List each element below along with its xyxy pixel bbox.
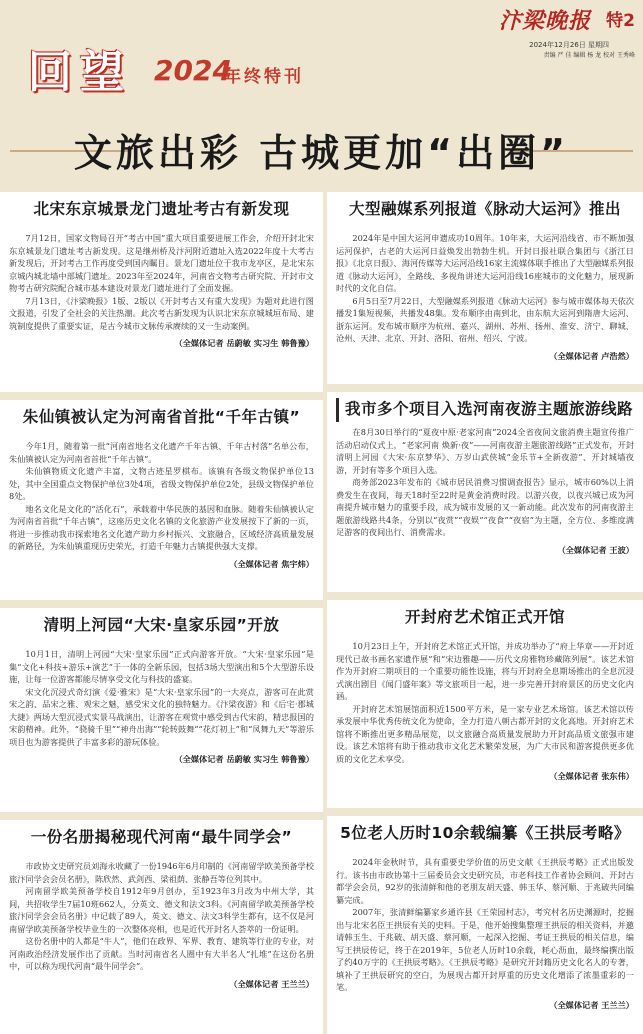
newspaper-name: 汴梁晚报 <box>498 8 591 34</box>
section-separator <box>0 600 323 608</box>
paragraph: 朱仙镇物质文化遗产丰富，文物古迹星罗棋布。该镇有各级文物保护单位13处，其中全国重点文物保护单位3处4项，省级文物保护单位2处，县级文物保护单位8处。 <box>9 466 314 501</box>
paragraph: 宋文化沉浸式奇幻演《爱·雅宋》是“大宋·皇家乐园”的一大亮点，游客可在此赏宋之韵、品宋之雅、观宋之魅，感受宋文化的独特魅力。《汴梁夜游》和《后宅·郡城大捷》两场大型沉浸式实景马战演出，让游客在观赏中感受到古代宋韵，精忠报国的宋韵精神。此外，“骁骑千里”“神舟出海”“轮转鼓舞”“花灯初上”和“凤舞九天”等游乐项目也为游客提供了丰富多彩的游玩体验。 <box>9 686 314 747</box>
article-headline: 一份名册揭秘现代河南“最牛同学会” <box>30 828 293 846</box>
article-grand-canal <box>327 192 643 392</box>
article-headline: 清明上河园“大宋·皇家乐园”开放 <box>43 616 280 634</box>
paragraph: 7月12日，国家文物局召开“考古中国”重大项目重要进展工作会，介绍开封北宋东京城景龙门遗址考古新发现。这是继州桥及汴河附近遗址入选2022年度十大考古新发现后，开封考古工作再度受到国内瞩目。景龙门遗址位于我市龙亭区，是北宋东京城内城北墙中部城门遗址。2023年至2024年，河南省文物考古研究院、开封市文物考古研究院配合城市基本建设对景龙门遗址进行了全面发掘。 <box>9 233 314 293</box>
year-end-banner <box>28 32 448 102</box>
article-body <box>9 440 314 553</box>
article-royal-park <box>0 608 323 812</box>
section-separator <box>327 592 643 600</box>
article-alumni-register <box>0 820 323 1034</box>
article-headline: 开封府艺术馆正式开馆 <box>404 608 565 626</box>
article-byline: （全媒体记者 王兰兰） <box>229 978 314 989</box>
section-separator <box>327 384 643 392</box>
article-byline: （全媒体记者 王兰兰） <box>549 999 634 1010</box>
paragraph: 开封府艺术馆展馆面积近1500平方米，是一家专业艺术场馆。该艺术馆以传承发展中华优秀传统文化为使命，全力打造八朝古都开封的文化高地。开封府艺术馆将不断推出更多精品展览，以文旅融合高质量发展助力开封高品质文旅强市建设。该艺术馆将有助于推动我市文化艺术繁荣发展，为广大市民和游客提供更多优质的文化艺术享受。 <box>336 703 634 764</box>
article-body <box>336 856 634 994</box>
section-separator <box>327 808 643 816</box>
paragraph: 地名文化是文化的“活化石”，承载着中华民族的基因和血脉。随着朱仙镇被认定为河南省首批“千年古镇”，这座历史文化名镇的文化旅游产业发展按下了新的一页，将进一步推动我市探索地名文化遗产助力乡村振兴、文旅融合，区域经济高质量发展的新路径，为朱仙镇重现历史荣光，打造千年魅力古镇提供强大支撑。 <box>9 503 314 551</box>
issue-date: 2024年12月26日 星期四 <box>529 41 609 49</box>
banner-special-edition: 年终特刊 <box>224 67 304 87</box>
article-night-tour <box>327 392 643 592</box>
article-byline: （全媒体记者 张东伟） <box>549 771 634 781</box>
paragraph: 在8月30日举行的“夏夜中原·老家河南”2024全省夜间文旅消费主题宣传推广活动启动仪式上，“老家河南 焕新·夜”——河南夜游主题旅游线路”正式发布，开封清明上河园《大宋·东京梦华》、万岁山武侠城“金乐节+全新夜游”、开封城墙夜游，开封有等多个项目入选。 <box>336 427 634 475</box>
article-headline: 我市多个项目入选河南夜游主题旅游线路 <box>336 398 634 422</box>
section-separator <box>0 812 323 820</box>
article-headline: 北宋东京城景龙门遗址考古有新发现 <box>33 200 290 218</box>
article-byline: （全媒体记者 岳蔚敏 实习生 韩鲁豫） <box>174 338 314 348</box>
page-main-headline: 文旅出彩 古城更加“出圈” <box>73 131 570 175</box>
masthead-area <box>0 0 643 192</box>
masthead-top <box>0 0 643 34</box>
section-separator <box>0 392 323 400</box>
article-headline: 朱仙镇被认定为河南省首批“千年古镇” <box>22 408 301 426</box>
paragraph: 2024年金秋时节，具有重要史学价值的历史文献《王拱辰考略》正式出版发行。该书由市政协第十三届委员会文史研究员，市老科技工作者协会顾问、开封古都学会会员，92岁的张清鲜和他的老朋友胡天盛、韩玉华、蔡河顺、于兆破共同编纂完成。 <box>336 857 634 905</box>
paragraph: 河南留学欧美预备学校自1912年9月创办，至1923年3月改为中州大学，其间，共招收学生7届10班662人，分英文、德文和法文3科。《河南留学欧美预备学校旅汴同学会会员名册》中记载了89人，英文、德文、法文3科学生都有，这不仅是河南留学欧美预备学校毕业生的一次整体亮相，也是近代开封名人荟萃的一份证明。 <box>9 886 314 934</box>
article-headline: 5位老人历时10余载编纂《王拱辰考略》 <box>340 824 630 842</box>
section-tag: 特2 <box>606 11 635 31</box>
article-body <box>9 648 314 748</box>
paragraph: 2007年，张清鲜编纂家乡通许县《王荣园村志》，考究村名历史渊源时，挖掘出与北宋名臣王拱辰有关的史料。于是，他开始搜集整理王拱辰的相关资料，并邀请韩玉生、于兆破、胡天盛、蔡河顺，一起深入挖掘、考证王拱辰的相关信息，编写王拱辰传记，终于在2019年，5位老人历时10余载，耗心沥血，最终编撰出版了约40万字的《王拱辰考略》。《王拱辰考略》是研究开封籍历史文化名人的专著，填补了王拱辰研究的空白，为展现古都开封厚重的历史文化增添了浓墨重彩的一笔。 <box>336 907 634 992</box>
article-byline: （全媒体记者 王波） <box>557 544 634 555</box>
paragraph: 商务部2023年发布的《城市居民消费习惯调查报告》显示，城市60%以上消费发生在夜间，每天18时至22时是黄金消费时段。以游兴夜，以夜兴城已成为河南提升城市魅力的重要手段，成为城市发展的又一新动能。此次发布的河南夜游主题旅游线路共4条，分别以“夜赏”“夜娱”“夜食”“夜宿”为主题，全方位、多维度满足游客的夜间出行、消费需求。 <box>336 477 634 537</box>
article-body <box>336 640 634 765</box>
article-body <box>9 232 314 332</box>
paragraph: 7月13日，《汴梁晚报》1版、2版以《开封考古又有重大发现》为题对此进行图文报道，引发了全社会的关注热潮。此次考古新发现为认识北宋东京城城垣布局、建筑制度提供了重要实证，是古今城市文脉传承赓续的又一生动案例。 <box>9 295 314 331</box>
article-art-museum <box>327 600 643 808</box>
article-headline: 大型融媒系列报道《脉动大运河》推出 <box>348 200 621 218</box>
article-zhuxian-town <box>0 400 323 600</box>
editor-credits: 责编 严 佳 编辑 杨 龙 校对 王秀峰 <box>543 52 635 59</box>
banner-year: 2024 <box>154 54 232 87</box>
article-body <box>336 232 634 345</box>
article-byline: （全媒体记者 卢浩然） <box>549 350 634 361</box>
paragraph: 这份名册中的人都是“牛人”，他们在政界、军界、教育、建筑等行业的专业，对河南政治经济发展作出了贡献。当时河南省名人圈中有大半名人“扎堆”在这份名册中，可以称为现代河南“最牛同学会”。 <box>9 936 314 971</box>
paragraph: 今年1月，随着第一批“河南省地名文化遗产千年古镇、千年古村落”名单公布，朱仙镇被认定为河南省首批“千年古镇”。 <box>9 441 314 464</box>
paragraph: 10月1日，清明上河园“大宋·皇家乐园”正式向游客开放。“大宋·皇家乐园”是集“文化+科技+游乐+演艺”于一体的全新乐园，包括3场大型演出和5个大型游乐设施，让每一位游客都能尽情享受文化与科技的盛宴。 <box>9 649 314 684</box>
paragraph: 市政协文史研究员刘海永收藏了一份1946年6月印制的《河南留学欧美预备学校旅汴同学会会员名册》，陈欣然、武剑西、梁祖荫、张静吾等位列其中。 <box>9 861 314 884</box>
paragraph: 6月5日至7月22日，大型融媒系列报道《脉动大运河》参与城市媒体每天依次播发1集短视频，共播发48集。发布顺序由南到北，由东航大运河到隋唐大运河、浙东运河。发布城市顺序为杭州、嘉兴、湖州、苏州、扬州、淮安、济宁、聊城、沧州、天津、北京、开封、洛阳、宿州、绍兴、宁波。 <box>336 295 634 343</box>
article-body <box>9 860 314 973</box>
article-body <box>336 426 634 539</box>
paragraph: 2024年是中国大运河申遗成功10周年。10年来，大运河沿线省、市不断加强运河保护，古老的大运河日益焕发出勃勃生机。开封日报社联合集团与《浙江日报》《北京日报》、海河传媒等大运河沿线16家主流媒体联手推出了大型融媒系列报道《脉动大运河》，全路线、多视角讲述大运河沿线16座城市的文化魅力，展现新时代的文化自信。 <box>336 233 634 293</box>
article-jinglongmen <box>0 192 323 362</box>
article-byline: （全媒体记者 岳蔚敏 实习生 韩鲁豫） <box>174 754 314 764</box>
banner-title: 回望 <box>28 47 132 98</box>
paragraph: 10月23日上午，开封府艺术馆正式开馆，并成功举办了“府上华章——开封近现代已故书画名家遗作展”和“宋边雅趣——历代文房雅物珍藏陈列展”。该艺术馆作为开封府二期项目的一个重要功能性设施，将与开封府全息期场推出的全息沉浸式演出剧目《闻门盛年案》等文旅项目一起，进一步完善开封府景区的历史文化内涵。 <box>336 641 634 701</box>
article-byline: （全媒体记者 焦宇炜） <box>229 558 314 569</box>
article-wang-gongchen <box>327 816 643 1034</box>
